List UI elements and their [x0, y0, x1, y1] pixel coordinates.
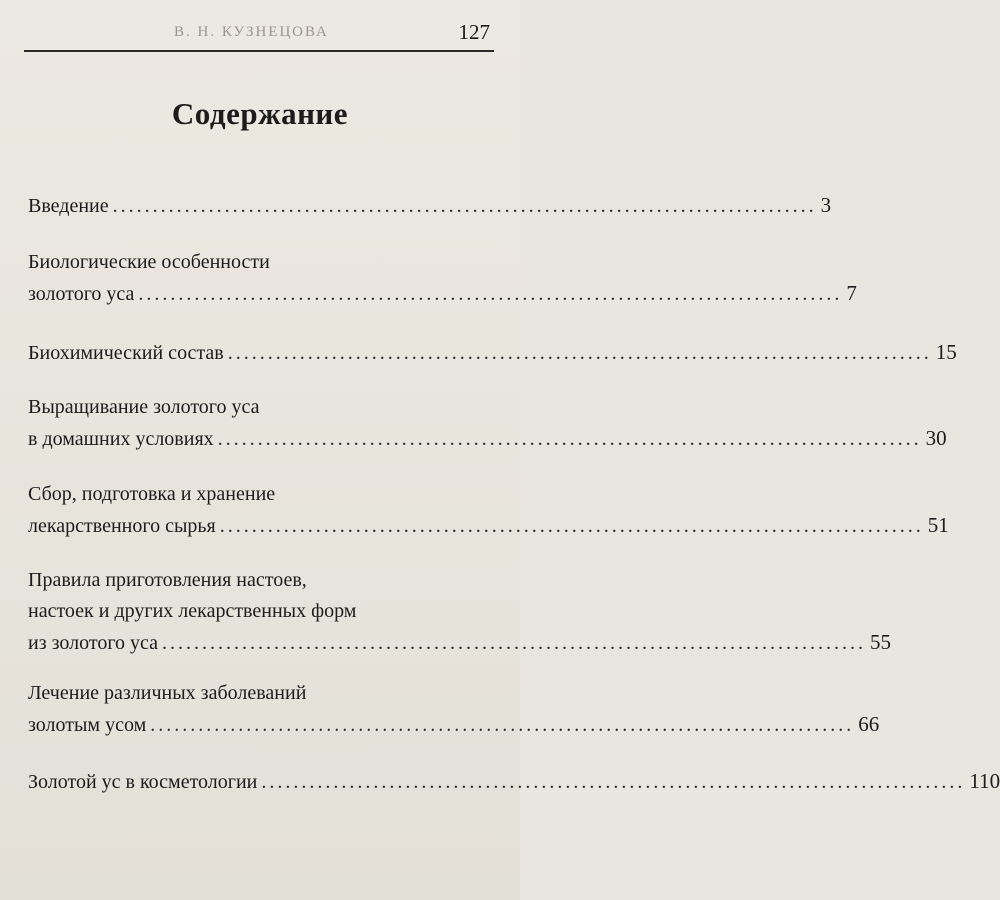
- toc-entry-line: золотого уса: [28, 283, 135, 305]
- toc-entry-biological-features: [28, 247, 857, 310]
- toc-entry-line: Золотой ус в косметологии: [28, 771, 258, 793]
- toc-entry-line: Лечение различных заболеваний: [28, 682, 307, 704]
- dot-leader: ........................................................................................: [150, 714, 855, 736]
- toc-page-number: 3: [820, 193, 832, 217]
- toc-entry-line: Сбор, подготовка и хранение: [28, 483, 276, 505]
- toc-entry-line: в домашних условиях: [28, 428, 214, 450]
- toc-entry-cosmetology: [28, 766, 1000, 798]
- dot-leader: ........................................................................................: [261, 771, 966, 793]
- toc-entry-preparation-rules: [28, 565, 892, 659]
- toc-entry-line: Введение: [28, 195, 109, 217]
- toc-page-number: 110: [969, 769, 1000, 793]
- toc-entry-raw-material-collection: [28, 479, 949, 542]
- dot-leader: ........................................................................................: [227, 342, 932, 364]
- dot-leader: ........................................................................................: [162, 632, 867, 654]
- toc-title: Содержание: [171, 96, 349, 131]
- toc-entry-treatment: [28, 678, 880, 741]
- running-header: [24, 18, 494, 52]
- page-number: 127: [458, 20, 490, 44]
- toc-entry-line: Правила приготовления настоев,: [28, 569, 307, 591]
- toc-entry-line: Биохимический состав: [28, 342, 224, 364]
- dot-leader: ........................................................................................: [217, 428, 922, 450]
- toc-entry-growing-at-home: [28, 392, 947, 455]
- toc-entry-line: настоек и других лекарственных форм: [28, 600, 357, 622]
- toc-entry-line: золотым усом: [28, 714, 147, 736]
- toc-page-number: 30: [925, 426, 947, 450]
- toc-page-number: 66: [858, 712, 880, 736]
- toc-entry-introduction: [28, 190, 832, 222]
- toc-entry-line: из золотого уса: [28, 632, 159, 654]
- dot-leader: ........................................................................................: [112, 195, 817, 217]
- toc-entry-line: Биологические особенности: [28, 251, 270, 273]
- dot-leader: ........................................................................................: [138, 283, 843, 305]
- dot-leader: ........................................................................................: [219, 515, 924, 537]
- toc-page-number: 51: [927, 513, 949, 537]
- toc-entry-biochemical-composition: [28, 337, 957, 369]
- toc-page-number: 15: [935, 340, 957, 364]
- toc-page-number: 55: [870, 630, 892, 654]
- toc-entry-line: лекарственного сырья: [28, 515, 216, 537]
- toc-entry-line: Выращивание золотого уса: [28, 396, 260, 418]
- running-header-author: В. Н. КУЗНЕЦОВА: [174, 24, 329, 40]
- toc-page-number: 7: [846, 281, 857, 305]
